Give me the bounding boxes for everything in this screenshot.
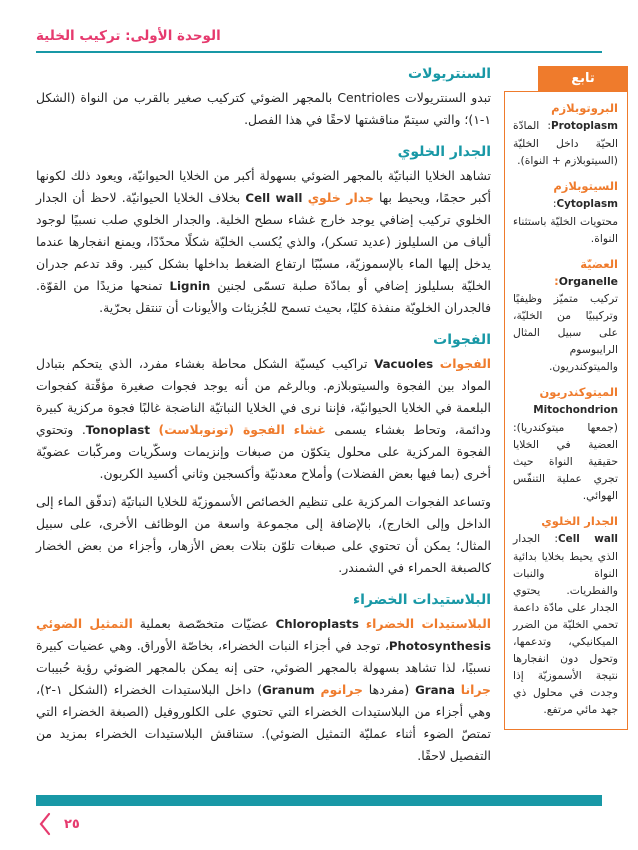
content-section — [36, 66, 491, 131]
section-paragraphs — [36, 87, 491, 131]
section-paragraphs — [36, 165, 491, 319]
glossary-term: البروتوبلازم — [551, 101, 618, 115]
body-paragraph: وتساعد الفجوات المركزية على تنظيم الخصائص الأسموزيّة للخلايا النباتيّة (تدفّق الماء إلى الداخل وإلى الخارج)، بالإضافة إلى مجموعة واسعة من الوظائف الأخرى، على سبيل المثال؛ يمكن أن تحتوي على صبغات تلوّن بتلات بعض الأزهار، وأجزاء من بعض الخضار كالصبغة الحمراء في الشمندر. — [36, 494, 491, 575]
body-paragraph: البلاستيدات الخضراء Chloroplasts عضيّات متخصّصة بعملية التمثيل الضوئي Photosynthesis، توجد في أجزاء النبات الخضراء، بخاصّة الأوراق. وهي عضيات كبيرة نسبيًا، لذا تشاهد بسهولة بالمجهر الضوئي، حتى إنه يمكن بالمجهر الضوئي رؤية حُبيبات جرانا Grana (مفردها جرانوم Granum) داخل البلاستيدات الخضراء (الشكل ١-٢)، وهي أجزاء من البلاستيدات الخضراء التي تحتوي على الكلوروفيل (الصبغة الخضراء التي تمتصّ الضوء أثناء عمليّة التمثيل الضوئي). ستناقش البلاستيدات الخضراء بمزيد من التفصيل لاحقًا. — [36, 616, 491, 763]
header-rule — [36, 51, 602, 53]
glossary-entry — [513, 100, 618, 169]
body-paragraph: الفجوات Vacuoles تراكيب كيسيّة الشكل محاطة بغشاء مفرد، الذي يتحكم بتبادل المواد بين الفجوة والسيتوبلازم. وبالرغم من أنه يوجد فجوات صغيرة مؤقّتة كفجوات البلعمة في الخلايا الحيوانيّة، فإننا نرى في الخلايا النباتيّة الناضجة غالبًا فجوة مركزية كبيرة ودائمة، وتحاط بغشاء يسمى غشاء الفجوة (تونوبلاست) Tonoplast. وتحتوي الفجوة المركزية على محلول يتكوّن من صبغات وإنزيمات وسكّريات ومركّبات عضويّة أخرى (بما فيها بعض الفضلات) وأملاح معدنيّة وأكسجين وثاني أكسيد الكربون. — [36, 356, 491, 481]
body-paragraph: تشاهد الخلايا النباتيّة بالمجهر الضوئي بسهولة أكبر من الخلايا الحيوانيّة، ويعود ذلك لكونها أكبر حجمًا، ويحيط بها جدار خلوي Cell wall بخلاف الخلايا الحيوانيّة. لاحظ أن الجدار الخلوي تركيب إضافي يوجد خارج غشاء سطح الخلية. والجدار الخلوي صلب نسبيًا لوجود ألياف من السليلوز (عديد تسكر)، والذي يُكسب الخليّة شكلًا محدّدًا، ويمنع انفجارها عندما يدخل إليها الماء بالإسموزيّة، مسبّبًا ارتفاع الضغط بداخلها بشكل كبير. وقد تدعم جدران الخليّة بسليلوز إضافي أو بمادّة صلبة تسمّى لجنين Lignin تمنحها مزيدًا من القوّة. فالجدران الخلويّة منفذة كليًا، بحيث تسمح للجُزيئات والأيونات أن تنتقل بحرّية. — [36, 168, 491, 315]
continued-tab: تابع — [538, 66, 628, 91]
glossary-entry — [513, 178, 618, 247]
main-column — [36, 66, 491, 773]
glossary-entry — [513, 256, 618, 375]
glossary-definition: Cell wall: الجدار الذي يحيط بخلايا بدائية النواة والنبات والفطريات. يحتوي الجدار على مادّة داعمة تحمي الخليّة من الضرر الميكانيكي، وتدعمها، وتحول دون انفجارها نتيجة الأسموزيّة إذا وجدت في محلول ذي جهد مائي مرتفع. — [513, 532, 618, 716]
glossary-box — [504, 91, 628, 730]
content-section — [36, 332, 491, 579]
page-header — [0, 0, 638, 53]
page-number: ٢٥ — [64, 816, 80, 832]
glossary-entry — [513, 384, 618, 504]
glossary-definition: Protoplasm: المادّة الحيّة داخل الخليّة (السيتوبلازم + النواة). — [513, 119, 618, 167]
glossary-list — [513, 100, 618, 718]
glossary-definition: Cytoplasm: محتويات الخليّة باستثناء النواة. — [513, 197, 618, 245]
glossary-definition: تركيب متميّز وظيفيًا وتركيبيًا من الخليّة، على سبيل المثال الرايبوسوم والميتوكندريون. — [513, 292, 618, 373]
content-area — [0, 66, 638, 773]
glossary-panel — [504, 66, 628, 773]
footer-nav — [38, 811, 80, 837]
glossary-entry — [513, 513, 618, 718]
section-heading: الجدار الخلوي — [397, 144, 491, 160]
content-section — [36, 144, 491, 319]
section-paragraphs — [36, 613, 491, 767]
unit-title: الوحدة الأولى: تركيب الخلية — [36, 28, 221, 44]
section-paragraphs — [36, 353, 491, 579]
footer-bar — [36, 795, 602, 806]
glossary-definition: Mitochondrion (جمعها ميتوكندريا): العضية في الخلايا حقيقية النواة حيث تجري عملية التنفّس الهوائي. — [513, 404, 618, 502]
section-heading: السنتريولات — [408, 66, 491, 82]
glossary-term: الميتوكندريون — [539, 385, 618, 399]
glossary-term: السيتوبلازم — [553, 179, 618, 193]
back-chevron-icon — [38, 811, 52, 837]
glossary-term: الجدار الخلوي — [541, 514, 618, 528]
content-section — [36, 592, 491, 767]
glossary-term: العضيّة Organelle: — [554, 257, 618, 288]
section-heading: البلاستيدات الخضراء — [352, 592, 491, 608]
section-heading: الفجوات — [433, 332, 491, 348]
body-paragraph: تبدو السنتريولات Centrioles بالمجهر الضوئي كتركيب صغير بالقرب من النواة (الشكل ١-١)؛ والتي سيتمّ مناقشتها لاحقًا في هذا الفصل. — [36, 90, 491, 127]
